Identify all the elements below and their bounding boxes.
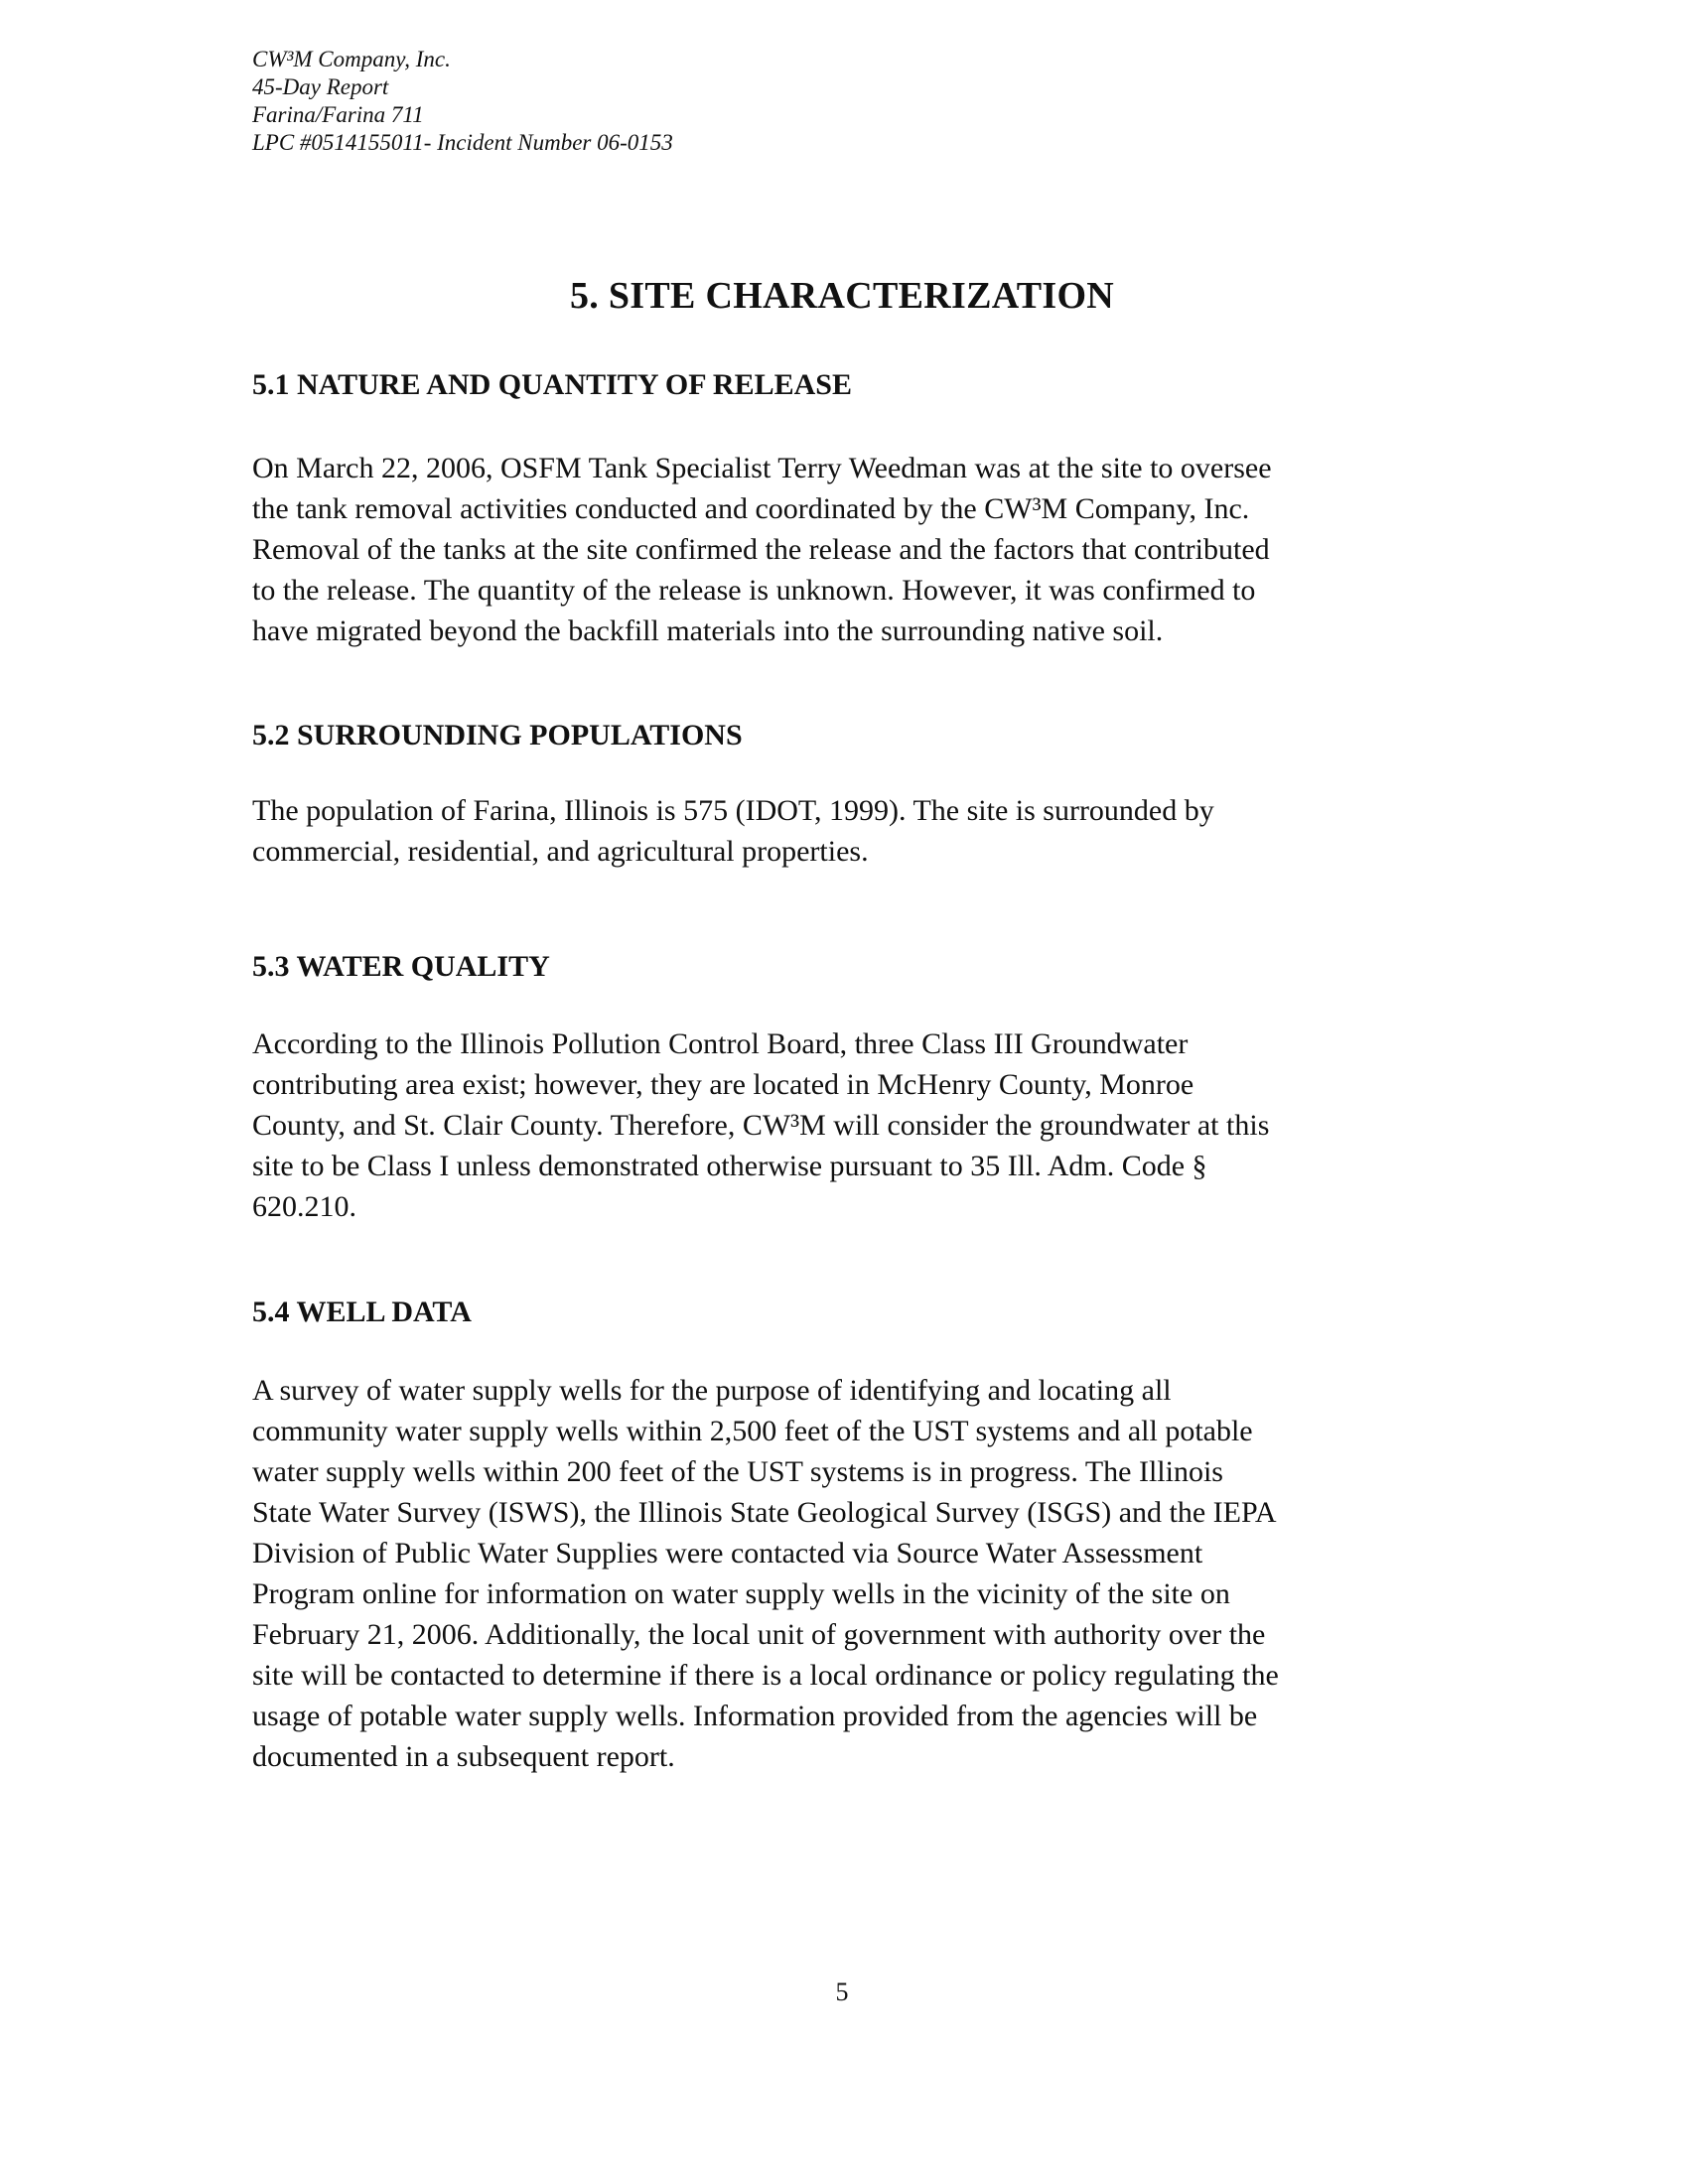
header-company: CW³M Company, Inc. xyxy=(252,47,451,71)
body-line: have migrated beyond the backfill materials into the surrounding native soil. xyxy=(252,614,1164,647)
section-heading-populations: 5.2 SURROUNDING POPULATIONS xyxy=(252,719,743,751)
body-line: Program online for information on water supply wells in the vicinity of the site on xyxy=(252,1577,1230,1610)
body-line: 620.210. xyxy=(252,1190,356,1223)
body-line: Division of Public Water Supplies were contacted via Source Water Assessment xyxy=(252,1537,1203,1570)
body-line: the tank removal activities conducted and coordinated by the CW³M Company, Inc. xyxy=(252,492,1250,525)
body-line: water supply wells within 200 feet of the UST systems is in progress. The Illinois xyxy=(252,1455,1223,1488)
page-number: 5 xyxy=(835,1978,849,2006)
body-line: usage of potable water supply wells. Information provided from the agencies will be xyxy=(252,1700,1258,1732)
header-report-type: 45-Day Report xyxy=(252,74,389,99)
body-line: site to be Class I unless demonstrated otherwise pursuant to 35 Ill. Adm. Code § xyxy=(252,1150,1207,1182)
body-line: documented in a subsequent report. xyxy=(252,1740,675,1773)
body-line: A survey of water supply wells for the purpose of identifying and locating all xyxy=(252,1374,1172,1407)
body-line: to the release. The quantity of the release is unknown. However, it was confirmed to xyxy=(252,574,1256,607)
body-line: County, and St. Clair County. Therefore, CW³M will consider the groundwater at this xyxy=(252,1109,1270,1142)
section-body-release xyxy=(252,448,1272,651)
body-line: The population of Farina, Illinois is 575 (IDOT, 1999). The site is surrounded by xyxy=(252,794,1214,827)
section-heading-water-quality: 5.3 WATER QUALITY xyxy=(252,950,550,983)
section-body-populations xyxy=(252,790,1214,872)
section-body-well-data xyxy=(252,1370,1279,1777)
body-line: community water supply wells within 2,500 feet of the UST systems and all potable xyxy=(252,1415,1253,1447)
body-line: Removal of the tanks at the site confirmed the release and the factors that contributed xyxy=(252,533,1270,566)
section-body-water-quality xyxy=(252,1024,1269,1227)
section-heading-well-data: 5.4 WELL DATA xyxy=(252,1296,472,1328)
header-incident: LPC #0514155011- Incident Number 06-0153 xyxy=(252,130,673,155)
body-line: commercial, residential, and agricultural properties. xyxy=(252,835,869,868)
body-line: On March 22, 2006, OSFM Tank Specialist Terry Weedman was at the site to oversee xyxy=(252,452,1272,484)
header-site: Farina/Farina 711 xyxy=(252,102,424,127)
report-header xyxy=(252,46,673,157)
body-line: contributing area exist; however, they are located in McHenry County, Monroe xyxy=(252,1068,1194,1101)
body-line: State Water Survey (ISWS), the Illinois State Geological Survey (ISGS) and the IEPA xyxy=(252,1496,1277,1529)
body-line: February 21, 2006. Additionally, the local unit of government with authority over the xyxy=(252,1618,1266,1651)
body-line: site will be contacted to determine if there is a local ordinance or policy regulating the xyxy=(252,1659,1279,1692)
body-line: According to the Illinois Pollution Control Board, three Class III Groundwater xyxy=(252,1027,1189,1060)
page-title: 5. SITE CHARACTERIZATION xyxy=(569,275,1115,317)
section-heading-release: 5.1 NATURE AND QUANTITY OF RELEASE xyxy=(252,368,852,401)
